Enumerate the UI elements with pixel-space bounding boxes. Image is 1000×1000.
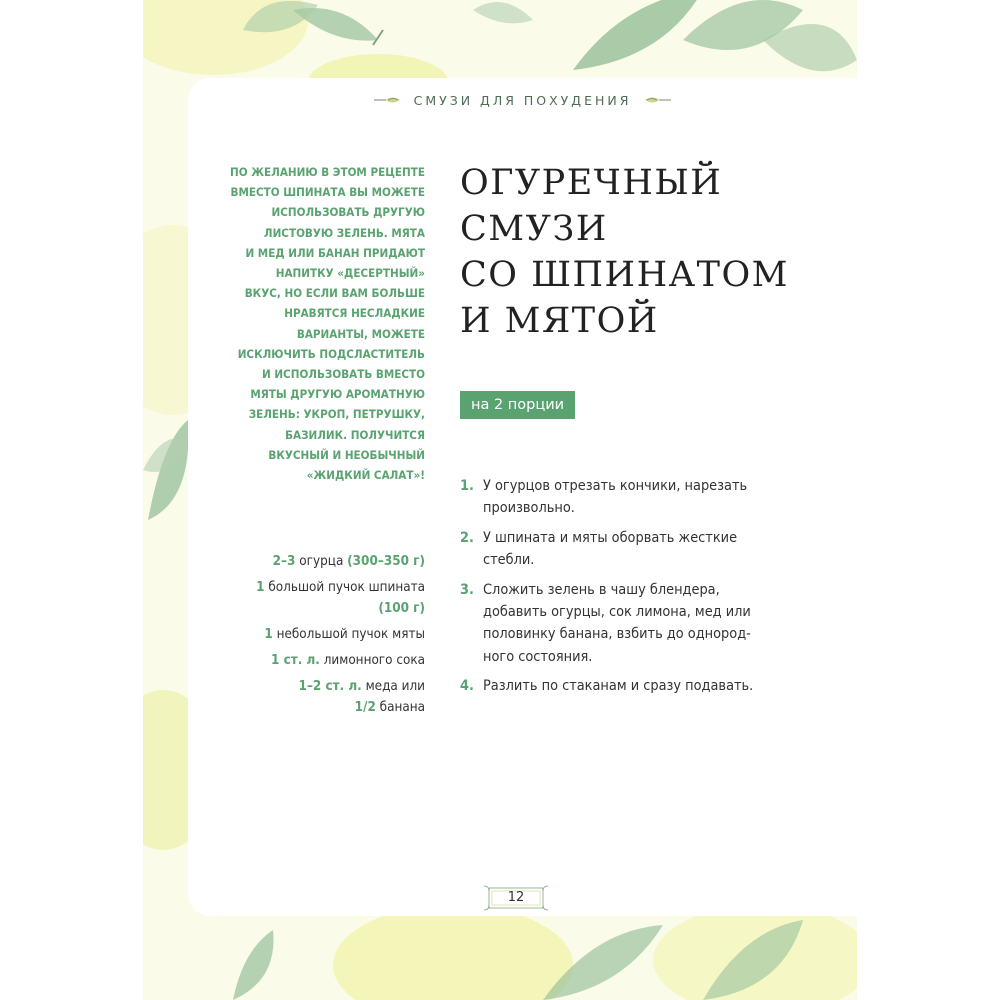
step-item	[460, 475, 805, 520]
step-line: У шпината и мяты оборвать жесткие	[483, 529, 738, 546]
ingredient-item	[212, 676, 425, 718]
ingredient-name: огурца	[295, 554, 348, 569]
ingredient-line	[212, 551, 425, 572]
ingredient-weight: (300–350 г)	[347, 554, 425, 569]
step-item	[460, 527, 805, 572]
title-line: И МЯТОЙ	[460, 301, 659, 341]
note-line: ЗЕЛЕНЬ: УКРОП, ПЕТРУШКУ,	[248, 407, 425, 422]
ingredient-name: лимонного сока	[319, 653, 425, 668]
ingredient-amount: 1 ст. л.	[271, 653, 320, 668]
note-line: ЛИСТОВУЮ ЗЕЛЕНЬ. МЯТА	[263, 225, 425, 240]
ingredient-weight: (100 г)	[378, 601, 425, 616]
running-header	[188, 88, 857, 112]
step-line: Сложить зелень в чашу блендера,	[483, 581, 720, 598]
ingredient-line	[212, 676, 425, 697]
note-line: НРАВЯТСЯ НЕСЛАДКИЕ	[284, 306, 425, 321]
step-item	[460, 579, 805, 669]
step-line: ного состояния.	[483, 648, 593, 665]
note-line: «ЖИДКИЙ САЛАТ»!	[306, 468, 425, 483]
step-line: стебли.	[483, 552, 535, 569]
note-line: НАПИТКУ «ДЕСЕРТНЫЙ»	[275, 266, 425, 281]
ornament-left-icon	[372, 95, 404, 105]
step-item	[460, 675, 805, 697]
step-number: 4.	[460, 678, 474, 695]
note-line: ВКУСНЫЙ И НЕОБЫЧНЫЙ	[268, 447, 425, 462]
ingredient-amount: 1/2	[354, 700, 376, 715]
ingredient-line	[212, 577, 425, 598]
step-number: 2.	[460, 529, 474, 546]
ingredient-amount: 1	[264, 627, 273, 642]
servings-badge: на 2 порции	[460, 391, 575, 419]
ingredients-list	[212, 551, 425, 723]
note-line: ИСПОЛЬЗОВАТЬ ДРУГУЮ	[271, 205, 425, 220]
step-line: произвольно.	[483, 500, 575, 517]
step-number: 1.	[460, 478, 474, 494]
step-line: добавить огурцы, сок лимона, мед или	[483, 604, 751, 621]
ingredient-name: небольшой пучок мяты	[272, 627, 425, 642]
ingredient-item	[212, 551, 425, 572]
note-line: БАЗИЛИК. ПОЛУЧИТСЯ	[285, 427, 425, 442]
ingredient-name: большой пучок шпината	[264, 580, 425, 595]
ingredient-line	[212, 624, 425, 645]
ingredient-amount: 1–2 ст. л.	[298, 679, 362, 694]
ingredient-amount: 1	[256, 580, 265, 595]
recipe-steps	[460, 475, 805, 705]
note-line: ВМЕСТО ШПИНАТА ВЫ МОЖЕТЕ	[230, 185, 425, 200]
title-line: ОГУРЕЧНЫЙ	[460, 163, 723, 203]
note-line: ИСКЛЮЧИТЬ ПОДСЛАСТИТЕЛЬ	[237, 346, 425, 361]
note-line: ПО ЖЕЛАНИЮ В ЭТОМ РЕЦЕПТЕ	[230, 165, 425, 179]
step-line: Разлить по стаканам и сразу подавать.	[483, 678, 754, 695]
ingredient-item	[212, 650, 425, 671]
ornament-right-icon	[641, 95, 673, 105]
step-line: половинку банана, взбить до однород-	[483, 626, 751, 643]
page-number: 12	[507, 890, 525, 905]
note-line: МЯТЫ ДРУГУЮ АРОМАТНУЮ	[250, 387, 425, 402]
note-line: ВКУС, НО ЕСЛИ ВАМ БОЛЬШЕ	[244, 286, 425, 301]
step-number: 3.	[460, 581, 474, 598]
title-line: СО ШПИНАТОМ	[460, 255, 789, 295]
step-line: У огурцов отрезать кончики, нарезать	[483, 478, 748, 494]
ingredient-line	[212, 650, 425, 671]
ingredient-item	[212, 577, 425, 619]
note-line: И МЕД ИЛИ БАНАН ПРИДАЮТ	[245, 245, 425, 260]
ingredient-item	[212, 624, 425, 645]
ingredient-amount: 2–3	[272, 554, 296, 569]
ingredient-name: меда или	[361, 679, 425, 694]
title-line: СМУЗИ	[460, 209, 608, 249]
ingredient-line	[212, 598, 425, 619]
recipe-title	[460, 160, 840, 344]
ingredient-name: банана	[375, 700, 425, 715]
note-line: И ИСПОЛЬЗОВАТЬ ВМЕСТО	[261, 367, 425, 382]
ingredient-line	[212, 697, 425, 718]
running-title: СМУЗИ ДЛЯ ПОХУДЕНИЯ	[413, 92, 632, 108]
recipe-note	[210, 162, 425, 485]
note-line: ВАРИАНТЫ, МОЖЕТЕ	[296, 326, 425, 341]
